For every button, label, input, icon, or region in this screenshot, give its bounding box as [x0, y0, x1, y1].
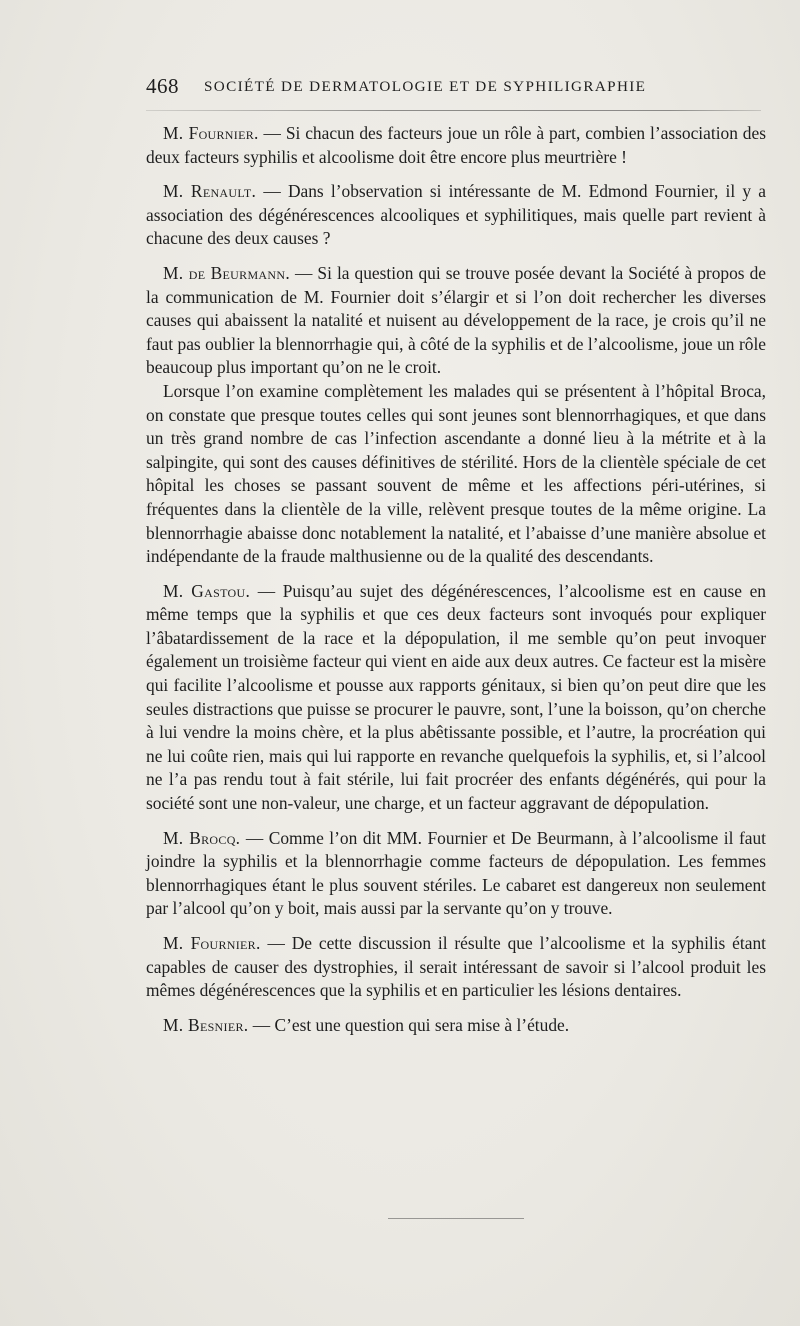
speaker-name: M. Fournier.: [163, 123, 259, 143]
body-text: [146, 122, 766, 1048]
speaker-name: M. Renault.: [163, 181, 257, 202]
paragraph-de-beurmann-continued: [146, 380, 766, 569]
paragraph-gastou: [146, 580, 766, 816]
page-number: 468: [146, 74, 179, 98]
speaker-name: M. de Beurmann.: [163, 262, 290, 283]
paragraph-renault: [146, 180, 766, 251]
paragraph-text: Lorsque l’on examine complètement les malades qui se présentent à l’hôpital Broca, on constate que presque toutes celles qui sont jeunes sont blennorrhagiques, et que dans un très grand nombre de cas l’infection ascendante a donné lieu à la métrite et à la salpingite, qui sont des causes définitives de stérilité. Hors de la clientèle spéciale de cet hôpital les choses se passant souvent de même et les affections péri-utérines, si fréquentes dans la clientèle de la ville, relèvent presque toutes de la même origine. La blennorrhagie abaisse donc notablement la natalité, et l’abaisse d’une manière absolue et indépendante de la fraude malthusienne ou de la qualité des descendants.: [146, 380, 766, 567]
paragraph-text: — C’est une question qui sera mise à l’étude.: [248, 1014, 570, 1035]
paragraph-fournier-2: [146, 932, 766, 1003]
paragraph-text: — De cette discussion il résulte que l’alcoolisme et la syphilis étant capables de causer des dystrophies, il serait intéressant de savoir si l’alcool produit les mêmes dégénérescences que la syphilis et en particulier les lésions dentaires.: [146, 933, 766, 1001]
paragraph-text: — Dans l’observation si intéressante de M. Edmond Fournier, il y a association des dégénérescences alcooliques et syphilitiques, mais quelle part revient à chacune des deux causes ?: [146, 181, 766, 249]
speaker-name: M. Fournier.: [163, 933, 261, 953]
paragraph-brocq: [146, 827, 766, 921]
speaker-name: M. Besnier.: [163, 1014, 249, 1035]
paragraph-fournier-1: [146, 122, 766, 169]
running-title: SOCIÉTÉ DE DERMATOLOGIE ET DE SYPHILIGRAPHIE: [204, 78, 647, 95]
paragraph-de-beurmann: [146, 262, 766, 380]
section-end-rule: [388, 1218, 524, 1219]
speaker-name: M. Brocq.: [163, 827, 241, 848]
paragraph-besnier: [146, 1014, 766, 1038]
paragraph-text: — Comme l’on dit MM. Fournier et De Beurmann, à l’alcoolisme il faut joindre la syphilis et la blennorrhagie comme facteurs de dépopulation. Les femmes blennorrhagiques étant le plus souvent stériles. Le cabaret est dangereux non seulement par l’alcool qu’on y boit, mais aussi par la servante qu’on y trouve.: [146, 827, 766, 919]
paragraph-text: — Si la question qui se trouve posée devant la Société à propos de la communication de M. Fournier doit s’élargir et si l’on doit rechercher les diverses causes qui abaissent la natalité et nuisent au développement de la race, je crois qu’il ne faut pas oublier la blennorrhagie qui, à côté de la syphilis et de l’alcoolisme, joue un rôle beaucoup plus important qu’on ne le croit.: [146, 262, 767, 378]
page-header: [146, 74, 701, 104]
header-rule: [146, 110, 761, 111]
speaker-name: M. Gastou.: [163, 580, 251, 601]
paragraph-text: — Si chacun des facteurs joue un rôle à part, combien l’association des deux facteurs syphilis et alcoolisme doit être encore plus meurtrière !: [146, 123, 766, 167]
paragraph-text: — Puisqu’au sujet des dégénérescences, l’alcoolisme est en cause en même temps que la syphilis et que ces deux facteurs sont invoqués pour expliquer l’âbatardissement de la race et la dépopulation, il me semble qu’on peut invoquer également un troisième facteur qui vient en aide aux deux autres. Ce facteur est la misère qui facilite l’alcoolisme et pousse aux rapports génitaux, si bien qu’on peut dire que les seules distractions que puisse se procurer le pauvre, sont, l’une la boisson, qu’on cherche à lui vendre la moins chère, et la plus abêtissante possible, et l’autre, la procréation qui ne lui coûte rien, mais qui lui rapporte en revanche quelquefois la syphilis, et, si l’alcool ne l’a pas rendu tout à fait stérile, lui fait procréer des enfants dégénérés, qui pour la société sont une non-valeur, une charge, et un facteur aggravant de dépopulation.: [146, 580, 767, 814]
